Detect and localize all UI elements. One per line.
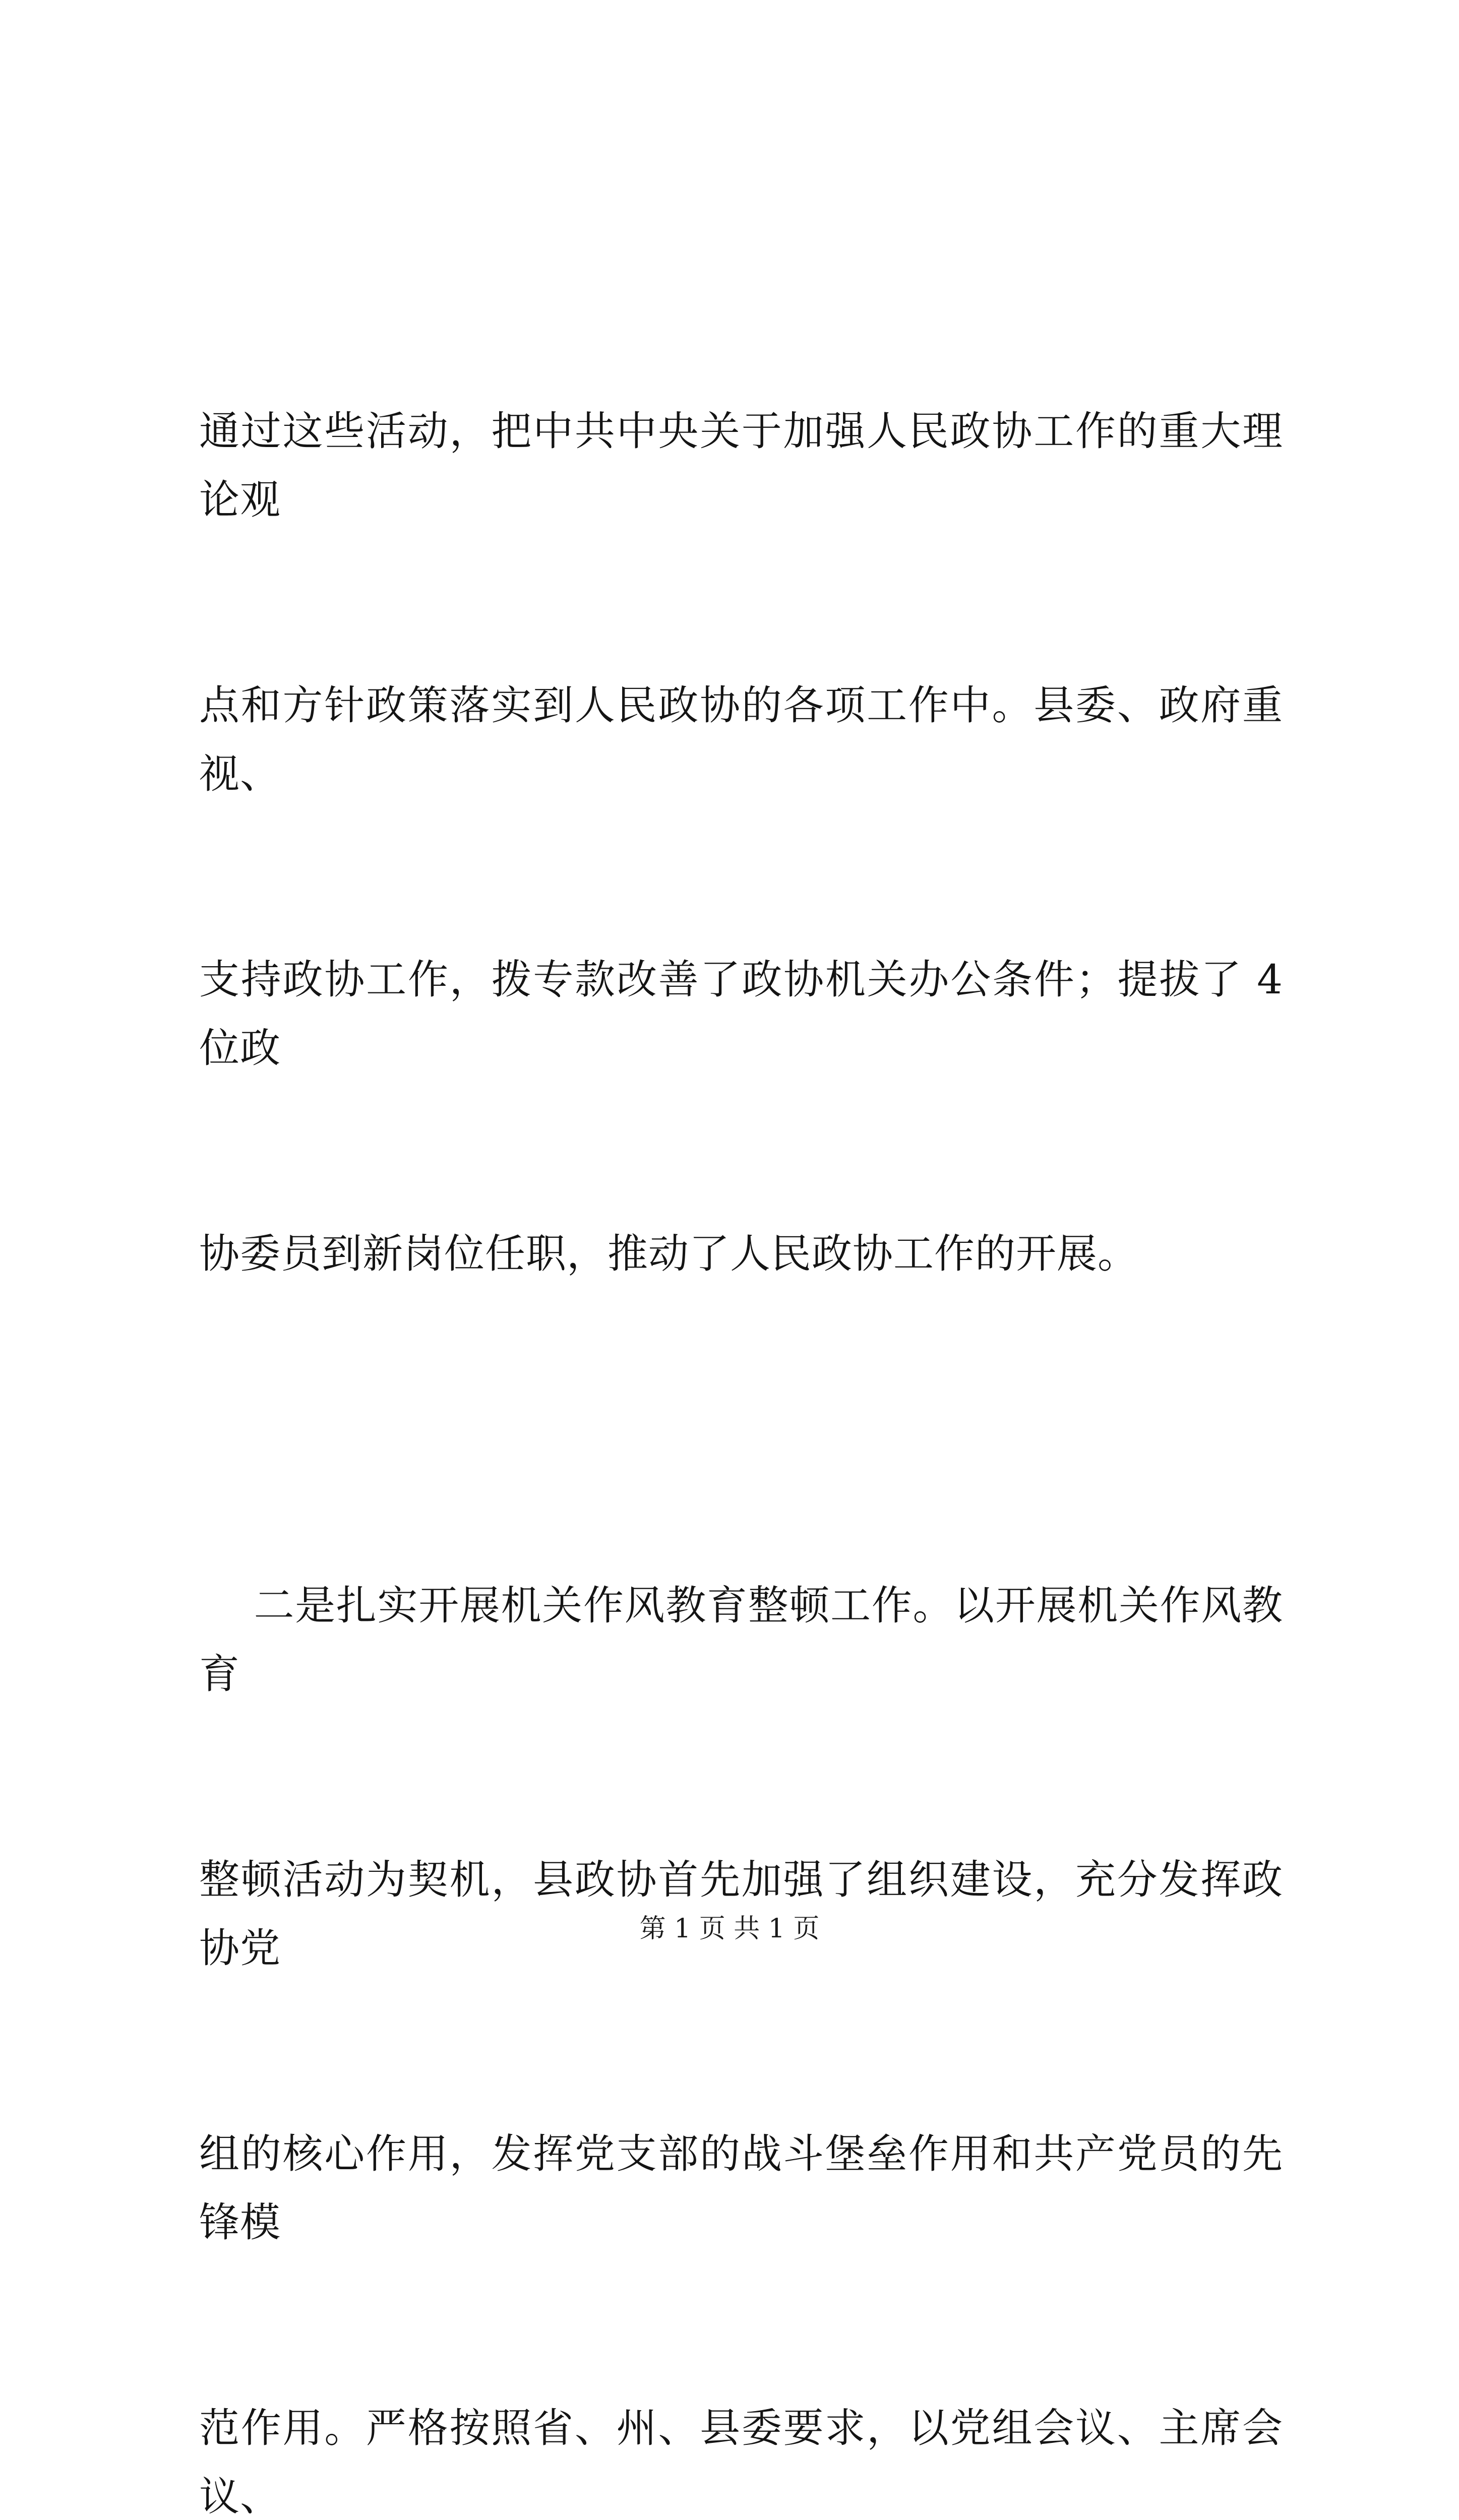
text-line: 点和方针政策落实到人民政协的各项工作中。县委、政府重视、 bbox=[199, 682, 1283, 797]
text-line: 支持政协工作，拨专款改善了政协机关办公条件；提拔了 4 位政 bbox=[199, 956, 1297, 1072]
text-line: 协委员到新岗位任职，推动了人民政协工作的开展。 bbox=[199, 1230, 1138, 1277]
page-number-label: 第 1 页 共 1 页 bbox=[639, 1914, 820, 1944]
text-line: 通过这些活动，把中共中央关于加强人民政协工作的重大理论观 bbox=[199, 408, 1283, 523]
text-line: 组的核心作用，发挥党支部的战斗堡垒作用和共产党员的先锋模 bbox=[199, 2130, 1283, 2246]
paragraph-1 bbox=[199, 260, 1297, 1425]
paragraph-gap bbox=[199, 1425, 1283, 1434]
page-footer bbox=[0, 1911, 1459, 1946]
text-line: 二是扎实开展机关作风教育整顿工作。以开展机关作风教育 bbox=[199, 1582, 1284, 1697]
paragraph-2 bbox=[199, 1434, 1283, 2520]
text-line: 范作用。严格按照省、州、县委要求，以党组会议、主席会议、 bbox=[199, 2405, 1283, 2520]
document-body bbox=[199, 260, 1297, 2520]
text-line: 整顿活动为契机，县政协首先加强了组织建设，充分发挥政协党 bbox=[199, 1856, 1283, 1972]
